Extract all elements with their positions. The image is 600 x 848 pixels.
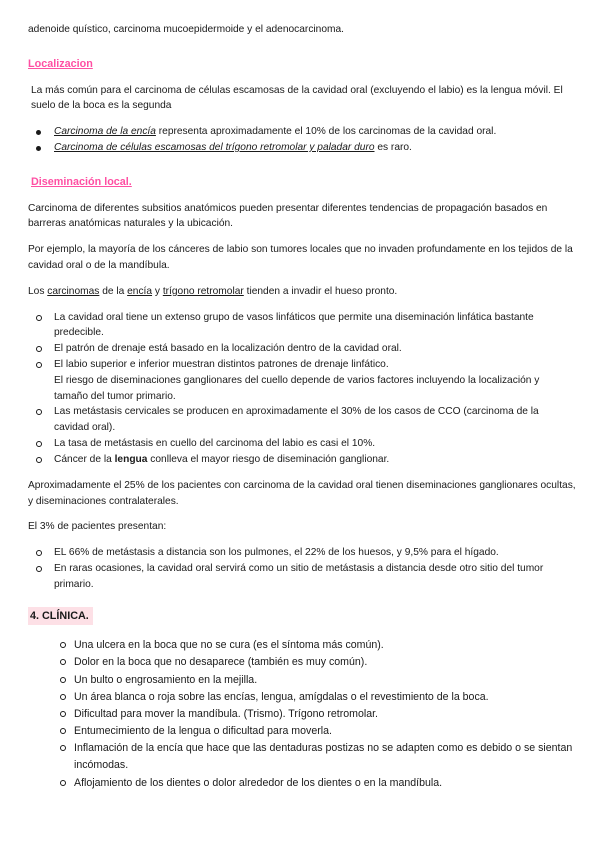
- list-item: [60, 740, 576, 774]
- diseminacion-paragraph-3: [28, 284, 576, 300]
- list-item-text: El labio superior e inferior muestran distintos patrones de drenaje linfático.: [54, 359, 389, 371]
- list-item: [28, 404, 576, 436]
- text-run: conlleva el mayor riesgo de diseminación ganglionar.: [147, 453, 390, 465]
- list-item-text: Aflojamiento de los dientes o dolor alrededor de los dientes o en la mandíbula.: [74, 776, 443, 789]
- bullet-icon: [36, 130, 41, 135]
- list-item: [60, 654, 576, 671]
- top-line: adenoide quístico, carcinoma mucoepidermoide y el adenocarcinoma.: [28, 24, 344, 35]
- list-item: [60, 775, 576, 792]
- list-item: [28, 545, 576, 561]
- list-item: [28, 310, 576, 342]
- text-run: tienden a invadir el hueso pronto.: [243, 285, 398, 297]
- text-run-bold: lengua: [114, 453, 148, 465]
- document-page: [28, 22, 576, 802]
- circle-bullet-icon: [60, 728, 66, 734]
- circle-bullet-icon: [60, 659, 66, 665]
- text-run-underlined: trígono retromolar: [162, 285, 244, 297]
- circle-bullet-icon: [36, 346, 42, 352]
- text-run: Cáncer de la: [54, 453, 115, 465]
- list-item-text: Inflamación de la encía que hace que las dentaduras postizas no se adapten como es debido o se sientan incómodas.: [74, 742, 573, 772]
- list-item-text: Una ulcera en la boca que no se cura (es el síntoma más común).: [74, 639, 384, 652]
- text-run: Los: [28, 285, 48, 297]
- circle-bullet-icon: [36, 315, 42, 321]
- list-item: [60, 689, 576, 706]
- text-run: y: [152, 285, 163, 297]
- circle-bullet-icon: [36, 457, 42, 463]
- localizacion-intro: La más común para el carcinoma de células escamosas de la cavidad oral (excluyendo el labio) es la lengua móvil. El suelo de la boca es la segunda: [31, 84, 563, 112]
- list-item: [28, 436, 576, 452]
- list-item: [60, 637, 576, 654]
- localizacion-heading: Localizacion: [28, 57, 93, 70]
- circle-bullet-icon: [60, 711, 66, 717]
- bullet-emphasis: Carcinoma de la encía: [54, 126, 156, 138]
- diseminacion-paragraph-2: Por ejemplo, la mayoría de los cánceres de labio son tumores locales que no invaden profundamente en los tejidos de la cavidad oral o de la mandíbula.: [28, 244, 573, 271]
- circle-bullet-icon: [36, 550, 42, 556]
- list-item: [60, 706, 576, 723]
- circle-bullet-icon: [60, 694, 66, 700]
- list-item-text: El patrón de drenaje está basado en la localización dentro de la cavidad oral.: [54, 343, 402, 355]
- list-item-text: Entumecimiento de la lengua o dificultad para moverla.: [74, 725, 332, 738]
- list-item: [28, 357, 576, 404]
- metastasis-circle-list: [28, 545, 576, 592]
- list-item-text: Las metástasis cervicales se producen en aproximadamente el 30% de los casos de CCO (carcinoma de la cavidad oral).: [54, 406, 539, 434]
- list-item: [28, 341, 576, 357]
- clinica-circle-list: [28, 637, 576, 791]
- list-item: [28, 561, 576, 593]
- list-item: [28, 140, 576, 156]
- circle-bullet-icon: [36, 409, 42, 415]
- circle-bullet-icon: [36, 362, 42, 368]
- list-item-text: Un área blanca o roja sobre las encías, lengua, amígdalas o el revestimiento de la boca.: [74, 690, 489, 703]
- list-item-text: Dificultad para mover la mandíbula. (Trismo). Trígono retromolar.: [74, 707, 378, 720]
- diseminacion-heading: Diseminación local.: [31, 175, 132, 188]
- list-item: [28, 124, 576, 140]
- list-item-extra-text: El riesgo de diseminaciones ganglionares del cuello depende de varios factores incluyendo la localización y tamaño del tumor primario.: [54, 374, 540, 402]
- list-item-text: La cavidad oral tiene un extenso grupo de vasos linfáticos que permite una diseminación linfática bastante predecible.: [54, 311, 534, 339]
- list-item: [60, 723, 576, 740]
- circle-bullet-icon: [60, 780, 66, 786]
- diseminacion-paragraph-5: El 3% de pacientes presentan:: [28, 521, 167, 533]
- circle-bullet-icon: [36, 566, 42, 572]
- list-item: [60, 672, 576, 689]
- diseminacion-paragraph-1: Carcinoma de diferentes subsitios anatómicos pueden presentar diferentes tendencias de propagación basados en barreras anatómicas naturales y la ubicación.: [28, 202, 548, 230]
- list-item: [28, 452, 576, 468]
- bullet-text: es raro.: [374, 141, 412, 153]
- text-run-underlined: carcinomas: [47, 285, 100, 297]
- diseminacion-circle-list: [28, 310, 576, 468]
- diseminacion-paragraph-4: Aproximadamente el 25% de los pacientes con carcinoma de la cavidad oral tienen diseminaciones ganglionares ocultas, y diseminaciones contralaterales.: [28, 479, 576, 507]
- bullet-text: representa aproximadamente el 10% de los carcinomas de la cavidad oral.: [155, 126, 497, 138]
- circle-bullet-icon: [60, 677, 66, 683]
- circle-bullet-icon: [36, 441, 42, 447]
- list-item-text: La tasa de metástasis en cuello del carcinoma del labio es casi el 10%.: [54, 438, 376, 450]
- bullet-icon: [36, 146, 41, 151]
- list-item-text: Dolor en la boca que no desaparece (también es muy común).: [74, 656, 368, 669]
- localizacion-bullet-list: [28, 124, 576, 156]
- circle-bullet-icon: [60, 745, 66, 751]
- list-item-text: Un bulto o engrosamiento en la mejilla.: [74, 673, 258, 686]
- text-run: de la: [99, 285, 128, 297]
- bullet-emphasis: Carcinoma de células escamosas del trígono retromolar y paladar duro: [54, 141, 375, 153]
- circle-bullet-icon: [60, 642, 66, 648]
- list-item-text: En raras ocasiones, la cavidad oral servirá como un sitio de metástasis a distancia desde otro sitio del tumor primario.: [54, 562, 544, 590]
- list-item-text: EL 66% de metástasis a distancia son los pulmones, el 22% de los huesos, y 9,5% para el hígado.: [54, 547, 499, 559]
- text-run-underlined: encía: [127, 285, 153, 297]
- clinica-heading: 4. CLÍNICA.: [28, 607, 93, 626]
